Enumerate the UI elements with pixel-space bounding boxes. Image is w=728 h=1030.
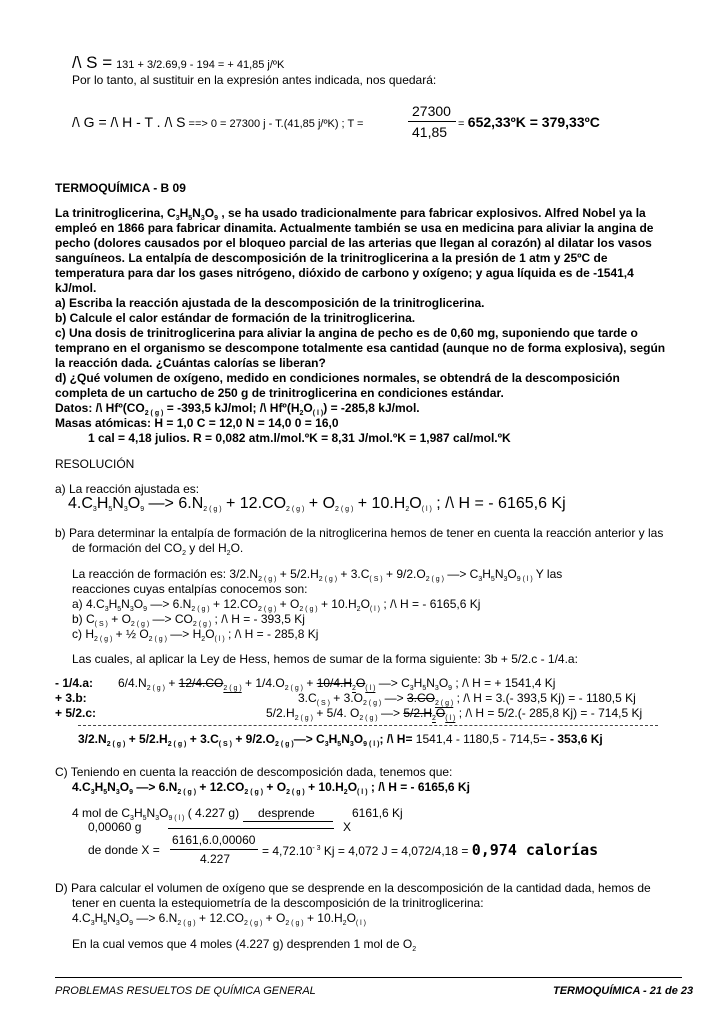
- constants-line: 1 cal = 4,18 julios. R = 0,082 atm.l/mol.ºK = 8,31 J/mol.ºK = 1,987 cal/mol.ºK: [88, 431, 511, 445]
- problem-line-1: La trinitroglicerina, $C_3H_5N_3O_9$ , se ha usado tradicionalmente para fabricar explosivos. Alfred Nobel ya la: [55, 206, 646, 222]
- c-underline-1: [243, 821, 333, 822]
- problem-line-4: sanguíneos. La entalpía de descomposición de la trinitroglicerina a la presión de 1 atm y 25ºC de: [55, 251, 608, 265]
- question-c-line-1: c) Una dosis de trinitroglicerina para aliviar la angina de pecho es de 0,60 mg, suponiendo que tarde o: [55, 326, 638, 340]
- c-x: X: [343, 820, 352, 834]
- resolution-title: RESOLUCIÓN: [55, 457, 135, 471]
- gibbs-equation: /\ G = /\ H - T . /\ S ==> 0 = 27300 j - T.(41,85 j/ºK) ; T =: [72, 114, 364, 130]
- part-b-intro-2: de formación del $CO_2$ y del $H_2O$.: [72, 541, 244, 557]
- c-underline-2: [168, 828, 334, 829]
- part-d-equation: $4.C_3H_5N_3O_9$ —> $6.N_{2 ( g )} + 12.CO_{2 ( g )} + O_{2 ( g )} + 10.H_2O_{( l )}$: [72, 911, 367, 927]
- problem-line-5: temperatura para dar los gases nitrógeno, dióxido de carbono y oxígeno; y agua líquida es de -1541,4: [55, 266, 634, 280]
- hess-intro: Las cuales, al aplicar la Ley de Hess, hemos de sumar de la forma siguiente: 3b + 5/2.c - 1/4.a:: [72, 652, 578, 666]
- intro-sentence: Por lo tanto, al sustituir en la expresión antes indicada, nos quedará:: [72, 73, 437, 87]
- formation-reaction: La reacción de formación es: $3/2.N_{2 ( g )} + 5/2.H_{2 ( g )} + 3.C_{( S )} + 9/2.O_{2 ( g )}$ —> $C_3H_5N_3O_{9 ( l )}$ Y las: [72, 567, 563, 583]
- footer-left: PROBLEMAS RESUELTOS DE QUÍMICA GENERAL: [55, 985, 316, 997]
- fraction-denominator: 41,85: [412, 124, 448, 140]
- part-d-intro-2: tener en cuenta la estequiometría de la descomposición de la trinitroglicerina:: [72, 896, 484, 910]
- part-d-intro-1: D) Para calcular el volumen de oxígeno que se desprende en la descomposición de la cantidad dada, hemos de: [55, 881, 651, 895]
- problem-title: TERMOQUÍMICA - B 09: [55, 181, 186, 195]
- hess-row-a: $6/4.N_{2 ( g )} + 12/4.CO_{2 ( g )} + 1/4.O_{2 ( g )} + 10/4.H_2O_{( l )}$ —> $C_3H_5N_3O_9$ ; /\ H = + 1541,4 Kj: [118, 676, 556, 692]
- hess-row-c: $5/2.H_{2 ( g )} + 5/4$. $O_{2 ( g )}$ —> $5/2.H_2O_{( l )}$ ; /\ H = 5/2.(- 285,8 Kj) = - 714,5 Kj: [266, 706, 643, 722]
- part-d-final: En la cual vemos que 4 moles (4.227 g) desprenden 1 mol de $O_2$: [72, 937, 417, 953]
- reaction-c: c) $H_{2 ( g )}$ + ½ $O_{2 ( g )}$ —> $H_2O_{( l )}$ ; /\ H = - 285,8 Kj: [72, 627, 319, 643]
- part-a-intro: a) La reacción ajustada es:: [55, 482, 200, 496]
- question-c-line-2: temprano en el organismo se descompone totalmente esa cantidad (aunque no de forma explosiva), según: [55, 341, 666, 355]
- part-c-intro: C) Teniendo en cuenta la reacción de descomposición dada, tenemos que:: [55, 765, 453, 779]
- footer-right: TERMOQUÍMICA - 21 de 23: [553, 985, 694, 997]
- c-donde: de donde X =: [88, 843, 160, 857]
- c-result: = $4,72.10^{- 3}$ Kj = 4,072 J = 4,072/4,18 = 0,974 calorías: [262, 841, 599, 859]
- part-a-equation: $4.C_3H_5N_3O_9$ —> $6.N_{2 ( g )} + 12.CO_{2 ( g )} + O_{2 ( g )} + 10.H_2O_{( l )}$ ; /\ H = - 6165,6 Kj: [68, 495, 566, 513]
- c-frac-numerator: 6161,6.0,00060: [172, 833, 256, 847]
- part-c-equation: $4.C_3H_5N_3O_9$ —> $6.N_{2 ( g )} + 12.CO_{2 ( g )} + O_{2 ( g )} + 10.H_2O_{( l )}$ ; /\ H = - 6165,6 Kj: [72, 780, 470, 796]
- c-desprende: desprende: [258, 806, 315, 820]
- fraction-bar: [408, 121, 456, 122]
- c-final-answer: 0,974 calorías: [471, 841, 599, 859]
- reaction-a: a) $4.C_3H_5N_3O_9$ —> $6.N_{2 ( g )} + 12.CO_{2 ( g )} + O_{2 ( g )} + 10.H_2O_{( l )}$ ; /\ H = - 6165,6 Kj: [72, 597, 481, 613]
- c-mol-line: 4 mol de $C_3H_5N_3O_{9 ( l )}$ ( 4.227 g): [72, 806, 240, 822]
- c-mass: 0,00060 g: [88, 820, 142, 834]
- hess-sum: $3/2.N_{2 ( g )} + 5/2.H_{2 ( g )} + 3.C_{( S )}$ + $9/2.O_{2 ( g )}—> C_3H_5N_3O_{9 ( l )}$; /\ H= 1541,4 - 1180,5 - 714,5= - 353,6 Kj: [78, 732, 603, 748]
- known-reactions-intro: reacciones cuyas entalpías conocemos son:: [72, 582, 308, 596]
- c-frac-bar: [170, 849, 258, 850]
- entropy-result: /\ S = 131 + 3/2.69,9 - 194 = + 41,85 j/ºK: [72, 53, 285, 72]
- fraction-numerator: 27300: [412, 103, 451, 119]
- problem-line-6: kJ/mol.: [55, 281, 97, 295]
- hess-label-c: + 5/2.c:: [55, 706, 97, 720]
- c-frac-denominator: 4.227: [200, 852, 231, 866]
- question-b: b) Calcule el calor estándar de formación de la trinitroglicerina.: [55, 311, 416, 325]
- data-line: Datos: /\ $Hfº(CO_{2 ( g )} = -393,5$ kJ/mol; /\ $Hfº(H_2O_{( l )}) = -285,8$ kJ/mol.: [55, 401, 420, 417]
- reaction-b: b) $C_{( S )} + O_{2 ( g )}$ —> $CO_{2 ( g )}$ ; /\ H = - 393,5 Kj: [72, 612, 305, 628]
- hess-label-a: - 1/4.a:: [55, 676, 94, 690]
- atomic-masses: Masas atómicas: H = 1,0 C = 12,0 N = 14,0 0 = 16,0: [55, 416, 339, 430]
- hess-row-b: $3.C_{( S )} + 3.O_{2 ( g )}$ —> $3.CO_{2 ( g )}$ ; /\ H = 3.(- 393,5 Kj) = - 1180,5 Kj: [298, 691, 636, 707]
- sum-divider: [78, 725, 658, 726]
- footer-rule: [55, 977, 682, 978]
- question-c-line-3: la reacción dada. ¿Cuántas calorías se liberan?: [55, 356, 326, 370]
- question-a: a) Escriba la reacción ajustada de la descomposición de la trinitroglicerina.: [55, 296, 485, 310]
- temperature-result: = 652,33ºK = 379,33ºC: [458, 114, 600, 130]
- hess-label-b: + 3.b:: [55, 691, 87, 705]
- question-d-line-2: completa de un cartucho de 250 g de trinitroglicerina en condiciones estándar.: [55, 386, 504, 400]
- problem-line-3: pecho (dolores causados por el bloqueo parcial de las arterias que llegan al corazón) al dilatar los vasos: [55, 236, 652, 250]
- part-b-intro-1: b) Para determinar la entalpía de formación de la nitroglicerina hemos de tener en cuenta la reacción anterior y las: [55, 526, 664, 540]
- question-d-line-1: d) ¿Qué volumen de oxígeno, medido en condiciones normales, se obtendrá de la descomposición: [55, 371, 620, 385]
- problem-line-2: empleó en 1866 para fabricar dinamita. Actualmente también se usa en medicina para aliviar la angina de: [55, 221, 654, 235]
- c-kj-value: 6161,6 Kj: [352, 806, 403, 820]
